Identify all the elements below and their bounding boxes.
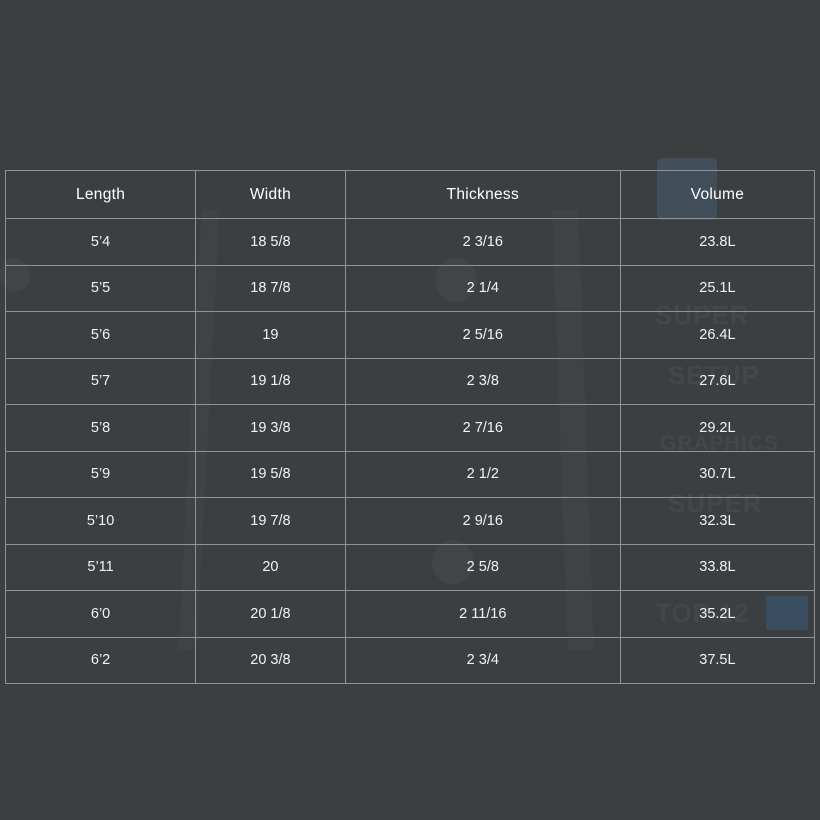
- cell-length: 5’8: [6, 405, 196, 452]
- cell-volume: 32.3L: [620, 498, 814, 545]
- cell-thickness: 2 3/8: [345, 358, 620, 405]
- table-row: [6, 637, 815, 684]
- cell-length: 5’6: [6, 312, 196, 359]
- surfboard-size-chart: [5, 170, 815, 684]
- cell-width: 20 3/8: [196, 637, 346, 684]
- cell-length: 5’11: [6, 544, 196, 591]
- cell-thickness: 2 9/16: [345, 498, 620, 545]
- cell-length: 5’10: [6, 498, 196, 545]
- cell-width: 19 3/8: [196, 405, 346, 452]
- table-row: [6, 451, 815, 498]
- cell-thickness: 2 7/16: [345, 405, 620, 452]
- cell-volume: 25.1L: [620, 265, 814, 312]
- cell-width: 19: [196, 312, 346, 359]
- column-header-volume: Volume: [620, 171, 814, 219]
- column-header-thickness: Thickness: [345, 171, 620, 219]
- cell-thickness: 2 1/4: [345, 265, 620, 312]
- cell-width: 18 7/8: [196, 265, 346, 312]
- cell-volume: 27.6L: [620, 358, 814, 405]
- table-body: [6, 219, 815, 684]
- table-row: [6, 405, 815, 452]
- cell-volume: 23.8L: [620, 219, 814, 266]
- cell-volume: 35.2L: [620, 591, 814, 638]
- table-row: [6, 544, 815, 591]
- cell-width: 18 5/8: [196, 219, 346, 266]
- cell-length: 5’9: [6, 451, 196, 498]
- cell-width: 20 1/8: [196, 591, 346, 638]
- column-header-width: Width: [196, 171, 346, 219]
- cell-volume: 37.5L: [620, 637, 814, 684]
- cell-thickness: 2 11/16: [345, 591, 620, 638]
- cell-length: 5’7: [6, 358, 196, 405]
- table-row: [6, 312, 815, 359]
- cell-width: 19 7/8: [196, 498, 346, 545]
- cell-thickness: 2 3/16: [345, 219, 620, 266]
- cell-volume: 30.7L: [620, 451, 814, 498]
- cell-thickness: 2 5/16: [345, 312, 620, 359]
- table-header-row: [6, 171, 815, 219]
- cell-length: 6’2: [6, 637, 196, 684]
- cell-length: 5’4: [6, 219, 196, 266]
- cell-volume: 33.8L: [620, 544, 814, 591]
- cell-width: 20: [196, 544, 346, 591]
- cell-thickness: 2 3/4: [345, 637, 620, 684]
- table-row: [6, 358, 815, 405]
- cell-thickness: 2 1/2: [345, 451, 620, 498]
- table-row: [6, 498, 815, 545]
- cell-width: 19 1/8: [196, 358, 346, 405]
- cell-thickness: 2 5/8: [345, 544, 620, 591]
- spec-table-container: [5, 170, 815, 684]
- table-row: [6, 265, 815, 312]
- cell-length: 6’0: [6, 591, 196, 638]
- table-header: [6, 171, 815, 219]
- table-row: [6, 591, 815, 638]
- table-row: [6, 219, 815, 266]
- cell-width: 19 5/8: [196, 451, 346, 498]
- column-header-length: Length: [6, 171, 196, 219]
- cell-length: 5’5: [6, 265, 196, 312]
- cell-volume: 29.2L: [620, 405, 814, 452]
- cell-volume: 26.4L: [620, 312, 814, 359]
